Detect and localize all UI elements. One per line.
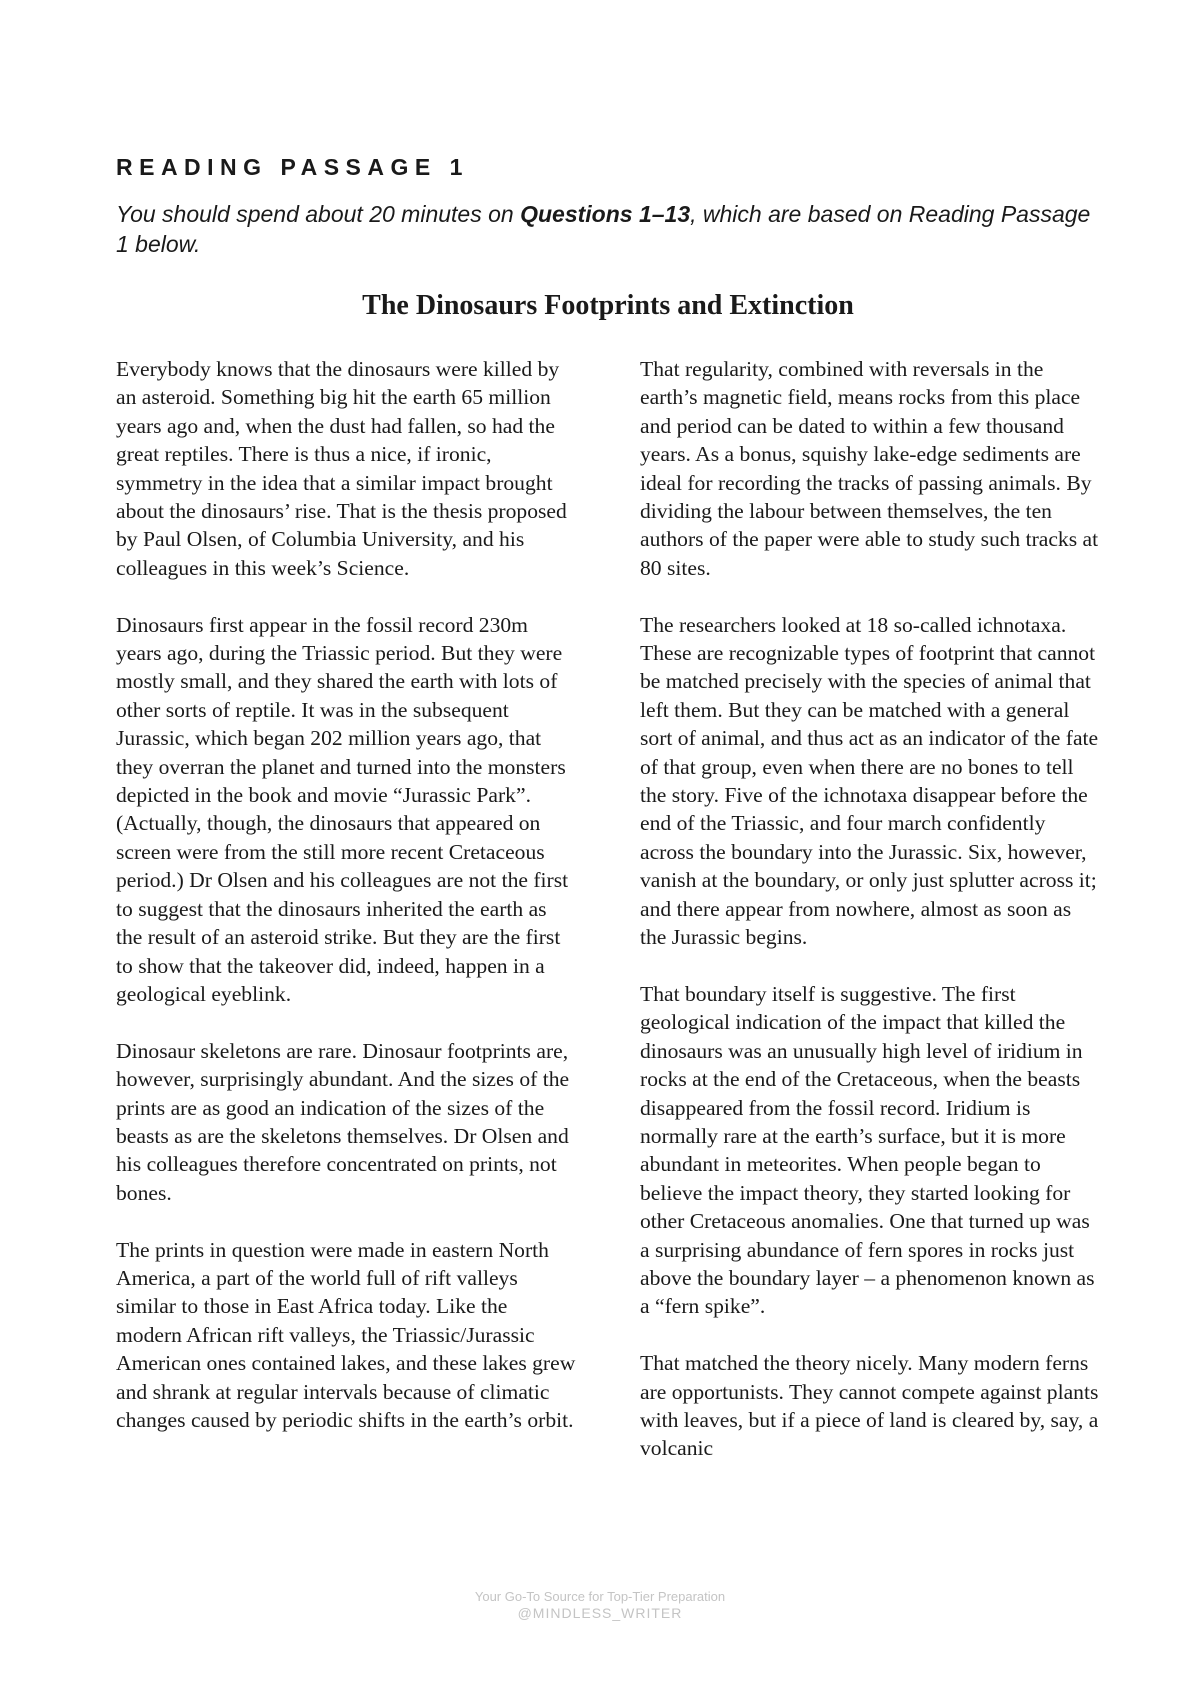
article-title: The Dinosaurs Footprints and Extinction (362, 290, 854, 321)
paragraph: Dinosaur skeletons are rare. Dinosaur footprints are, however, surprisingly abundant. And the sizes of the prints are as good an indication of the sizes of the beasts as are the skeletons themselves. Dr Olsen and his colleagues therefore concentrated on prints, not bones. (116, 1038, 570, 1205)
paragraph: The researchers looked at 18 so-called ichnotaxa. These are recognizable types of footprint that cannot be matched precisely with the species of animal that left them. But they can be matched with a general sort of animal, and thus act as an indicator of the fate of that group, even when there are no bones to tell the story. Five of the ichnotaxa disappear before the end of the Triassic, and four march confidently across the boundary into the Jurassic. Six, however, vanish at the boundary, or only just splutter across it; and there appear from nowhere, almost as soon as the Jurassic begins. (640, 612, 1099, 950)
paragraph: That matched the theory nicely. Many modern ferns are opportunists. They cannot compete against plants with leaves, but if a piece of land is cleared by, say, a volcanic (640, 1351, 1099, 1461)
instructions-text-start: You should spend about 20 minutes on (116, 201, 521, 227)
instructions-text-end: , which are based on Reading Passage 1 below. (116, 201, 1091, 257)
instructions (116, 199, 1096, 259)
footer-brand: @MINDLESS_WRITER (517, 1605, 683, 1621)
paragraph: That regularity, combined with reversals in the earth’s magnetic field, means rocks from this place and period can be dated to within a few thousand years. As a bonus, squishy lake-edge sediments are ideal for recording the tracks of passing animals. By dividing the labour between themselves, the ten authors of the paper were able to study such tracks at 80 sites. (640, 357, 1099, 580)
paragraph: Dinosaurs first appear in the fossil record 230m years ago, during the Triassic period. But they were mostly small, and they shared the earth with lots of other sorts of reptile. It was in the subsequent Jurassic, which began 202 million years ago, that they overran the planet and turned into the monsters depicted in the book and movie “Jurassic Park”. (Actually, though, the dinosaurs that appeared on screen were from the still more recent Cretaceous period.) Dr Olsen and his colleagues are not the first to suggest that the dinosaurs inherited the earth as the result of an asteroid strike. But they are the first to show that the takeover did, indeed, happen in a geological eyeblink. (116, 612, 569, 1006)
paragraph: That boundary itself is suggestive. The first geological indication of the impact that killed the dinosaurs was an unusually high level of iridium in rocks at the end of the Cretaceous, when the beasts disappeared from the fossil record. Iridium is normally rare at the earth’s surface, but it is more abundant in meteorites. When people began to believe the impact theory, they started looking for other Cretaceous anomalies. One that turned up was a surprising abundance of fern spores in rocks just above the boundary layer – a phenomenon known as a “fern spike”. (640, 981, 1095, 1319)
footer-watermark (0, 1588, 1200, 1622)
paragraph: The prints in question were made in eastern North America, a part of the world full of rift valleys similar to those in East Africa today. Like the modern African rift valleys, the Triassic/Jurassic American ones contained lakes, and these lakes grew and shrank at regular intervals because of climatic changes caused by periodic shifts in the earth’s orbit. (116, 1237, 576, 1432)
article-right-column (640, 355, 1100, 1491)
footer-tagline: Your Go-To Source for Top-Tier Preparation (474, 1589, 726, 1604)
paragraph: Everybody knows that the dinosaurs were killed by an asteroid. Something big hit the earth 65 million years ago and, when the dust had fallen, so had the great reptiles. There is thus a nice, if ironic, symmetry in the idea that a similar impact brought about the dinosaurs’ rise. That is the thesis proposed by Paul Olsen, of Columbia University, and his colleagues in this week’s Science. (116, 357, 567, 580)
section-heading: READING PASSAGE 1 (116, 154, 469, 180)
article-left-column (116, 355, 576, 1463)
instructions-questions: Questions 1–13 (520, 201, 691, 227)
